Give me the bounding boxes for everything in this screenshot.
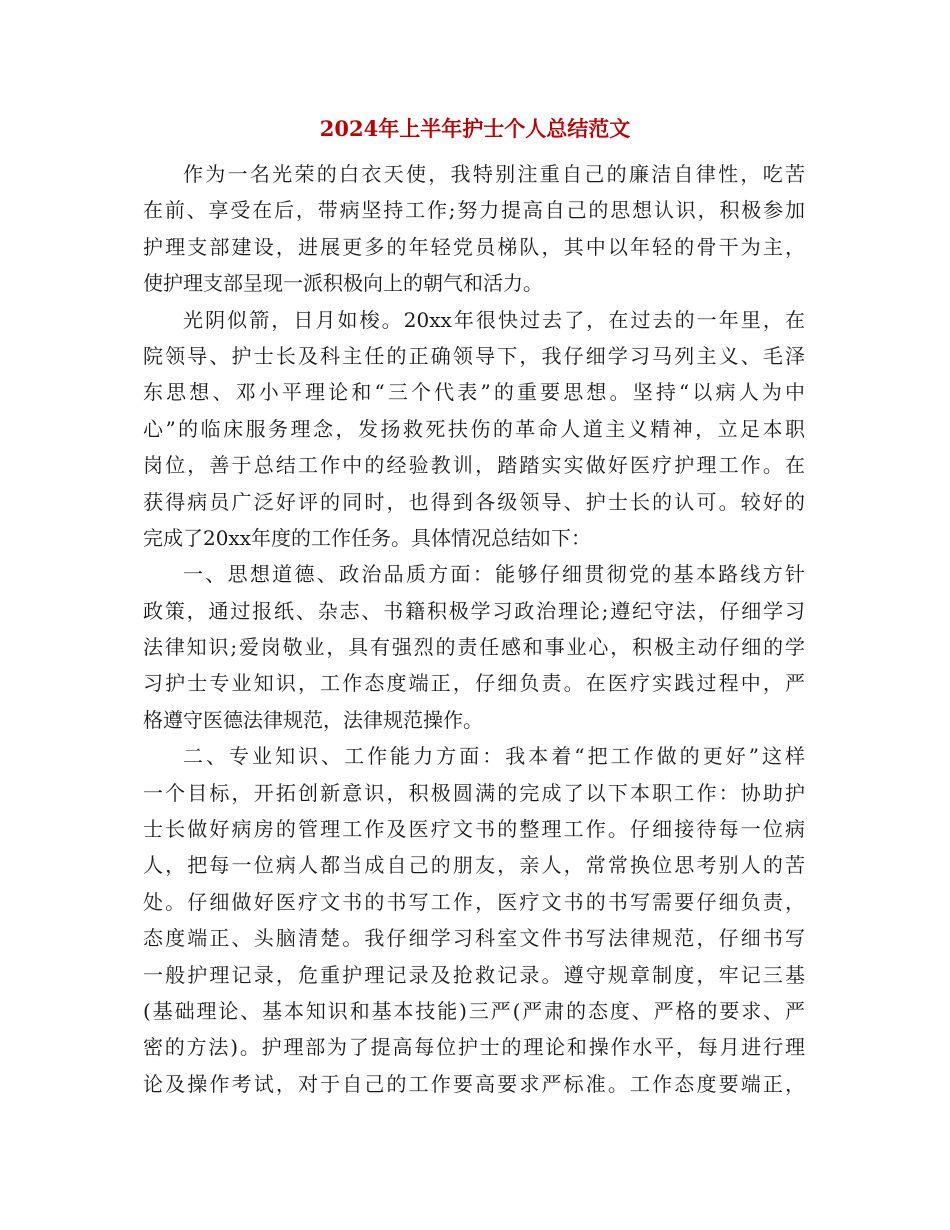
text-line: 院领导、护士长及科主任的正确领导下，我仔细学习马列主义、毛泽 [143, 343, 805, 368]
text-line: 完成了20xx年度的工作任务。具体情况总结如下： [143, 525, 592, 550]
text-line: 心”的临床服务理念，发扬救死扶伤的革命人道主义精神，立足本职 [143, 416, 805, 441]
text-line: 使护理支部呈现一派积极向上的朝气和活力。 [143, 271, 543, 296]
text-line: 东思想、邓小平理论和“三个代表”的重要思想。坚持“以病人为中 [143, 380, 805, 405]
text-line: 人，把每一位病人都当成自己的朋友，亲人，常常换位思考别人的苦 [143, 853, 805, 878]
text-line: 一、思想道德、政治品质方面：能够仔细贯彻党的基本路线方针 [183, 562, 805, 587]
text-line: 护理支部建设，进展更多的年轻党员梯队，其中以年轻的骨干为主， [143, 234, 805, 259]
text-line: 作为一名光荣的白衣天使，我特别注重自己的廉洁自律性，吃苦 [183, 162, 805, 186]
text-line: 论及操作考试，对于自己的工作要高要求严标准。工作态度要端正， [143, 1071, 805, 1096]
text-line: 一个目标，开拓创新意识，积极圆满的完成了以下本职工作：协助护 [143, 780, 805, 805]
text-line: 一般护理记录，危重护理记录及抢救记录。遵守规章制度，牢记三基 [143, 962, 805, 987]
text-line: 在前、享受在后，带病坚持工作;努力提高自己的思想认识，积极参加 [143, 198, 805, 223]
text-line: 二、专业知识、工作能力方面：我本着“把工作做的更好”这样 [183, 744, 805, 769]
text-line: 密的方法)。护理部为了提高每位护士的理论和操作水平，每月进行理 [143, 1035, 805, 1060]
text-line: 法律知识;爱岗敬业，具有强烈的责任感和事业心，积极主动仔细的学 [143, 635, 805, 660]
text-line: 获得病员广泛好评的同时，也得到各级领导、护士长的认可。较好的 [143, 489, 805, 514]
paragraph-4 [143, 738, 805, 1102]
text-line: 岗位，善于总结工作中的经验教训，踏踏实实做好医疗护理工作。在 [143, 453, 805, 478]
document-body [143, 156, 805, 1102]
text-line: 格遵守医德法律规范，法律规范操作。 [143, 707, 483, 732]
paragraph-1 [143, 156, 805, 302]
text-line: 光阴似箭，日月如梭。20xx年很快过去了，在过去的一年里，在 [183, 307, 805, 332]
text-line: (基础理论、基本知识和基本技能)三严(严肃的态度、严格的要求、严 [143, 998, 805, 1023]
paragraph-2 [143, 302, 805, 557]
text-line: 习护士专业知识，工作态度端正，仔细负责。在医疗实践过程中，严 [143, 671, 805, 696]
text-line: 政策，通过报纸、杂志、书籍积极学习政治理论;遵纪守法，仔细学习 [143, 598, 805, 623]
text-line: 态度端正、头脑清楚。我仔细学习科室文件书写法律规范，仔细书写 [143, 926, 805, 951]
text-line: 士长做好病房的管理工作及医疗文书的整理工作。仔细接待每一位病 [143, 817, 805, 842]
paragraph-3 [143, 556, 805, 738]
document-title: 2024年上半年护士个人总结范文 [319, 116, 631, 141]
text-line: 处。仔细做好医疗文书的书写工作，医疗文书的书写需要仔细负责， [143, 889, 805, 914]
